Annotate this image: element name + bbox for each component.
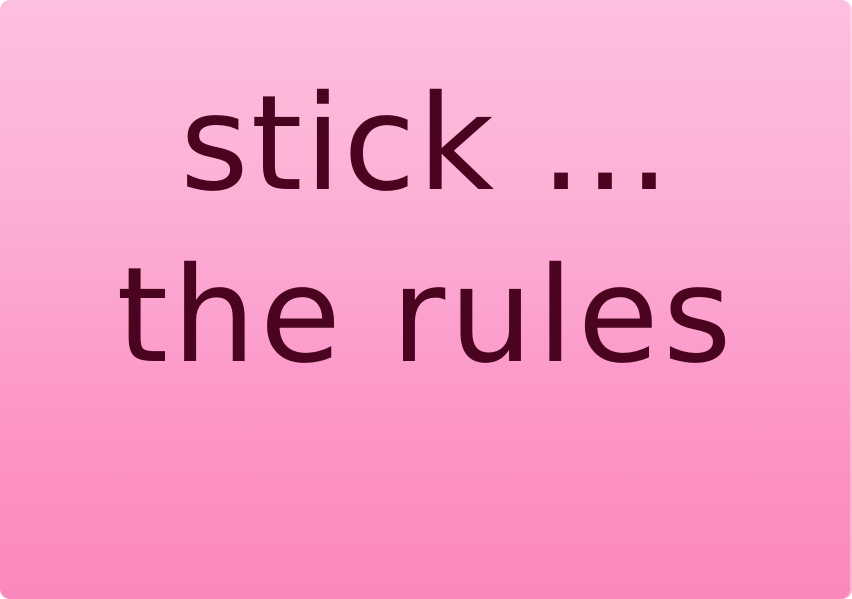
card-text-line-2: the rules — [116, 239, 736, 393]
card-text-line-1: stick ... — [179, 67, 673, 221]
